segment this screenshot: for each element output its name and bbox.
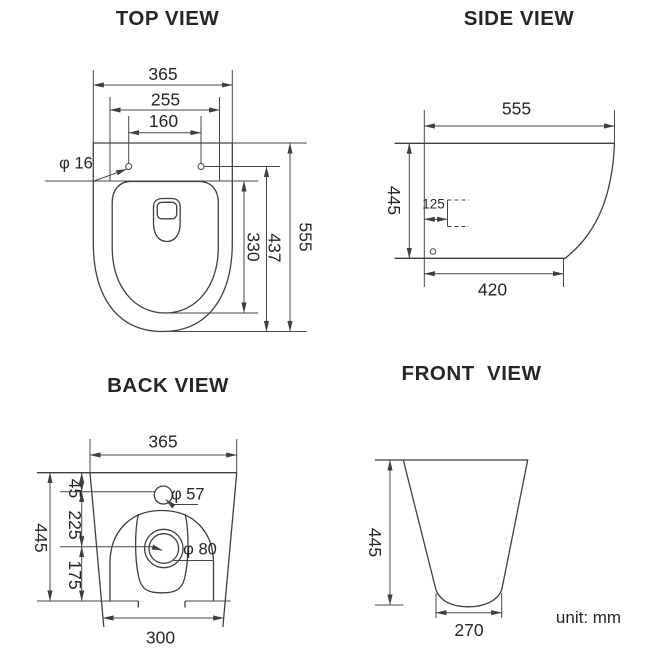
dim-side-base-length: 420 <box>477 279 508 300</box>
dim-side-bracket-offset: 125 <box>422 196 445 212</box>
dim-front-base-width: 270 <box>454 620 484 640</box>
dim-back-outlet-height: 175 <box>64 560 85 590</box>
dim-top-hole-diameter: φ 16 <box>59 154 93 173</box>
side-drain-hole <box>430 249 436 255</box>
dim-front-height: 445 <box>365 527 385 558</box>
front-view-panel <box>365 362 542 640</box>
outlet-hole-outer <box>145 529 183 567</box>
dim-back-inlet-diameter: φ 57 <box>170 485 205 504</box>
dim-top-overall-length: 555 <box>295 222 316 252</box>
side-front-curve <box>565 143 615 258</box>
back-right-side <box>223 473 237 627</box>
dim-top-seat-length: 330 <box>243 232 264 262</box>
outlet-leader <box>152 547 163 551</box>
dim-top-hole-spacing: 160 <box>148 111 179 131</box>
top-view-title: TOP VIEW <box>115 7 220 30</box>
back-view-panel <box>31 374 237 648</box>
top-view-panel <box>45 7 316 332</box>
front-view-title: FRONT VIEW <box>401 362 542 385</box>
dim-top-overall-width: 365 <box>148 64 178 84</box>
dim-back-outlet-diameter: φ 80 <box>183 540 217 559</box>
dim-top-hole-to-front: 437 <box>264 233 285 263</box>
side-view-title: SIDE VIEW <box>463 7 575 30</box>
inlet-hole <box>154 486 172 504</box>
left-mount-hole <box>126 164 132 170</box>
dim-top-seat-width: 255 <box>150 89 181 110</box>
back-view-title: BACK VIEW <box>107 374 229 397</box>
dim-back-overall-width: 365 <box>148 431 178 452</box>
dim-back-height: 445 <box>31 523 51 553</box>
dim-side-height: 445 <box>384 185 404 216</box>
front-body-outline <box>403 460 527 607</box>
right-mount-hole <box>198 164 204 170</box>
dim-back-inlet-top-offset: 45 <box>64 478 85 499</box>
flush-outlet-inner <box>157 202 177 219</box>
toilet-seat-opening <box>112 182 218 314</box>
outlet-hole-inner <box>149 534 179 564</box>
side-view-panel <box>384 7 615 300</box>
unit-label: unit: mm <box>555 608 622 627</box>
toilet-rim-outline <box>93 143 232 332</box>
dim-back-base-width: 300 <box>145 627 176 648</box>
drain-channel-outline <box>136 514 188 593</box>
dim-side-overall-length: 555 <box>501 98 532 119</box>
dim-back-inlet-to-outlet: 225 <box>64 510 85 540</box>
back-left-side <box>90 473 104 627</box>
